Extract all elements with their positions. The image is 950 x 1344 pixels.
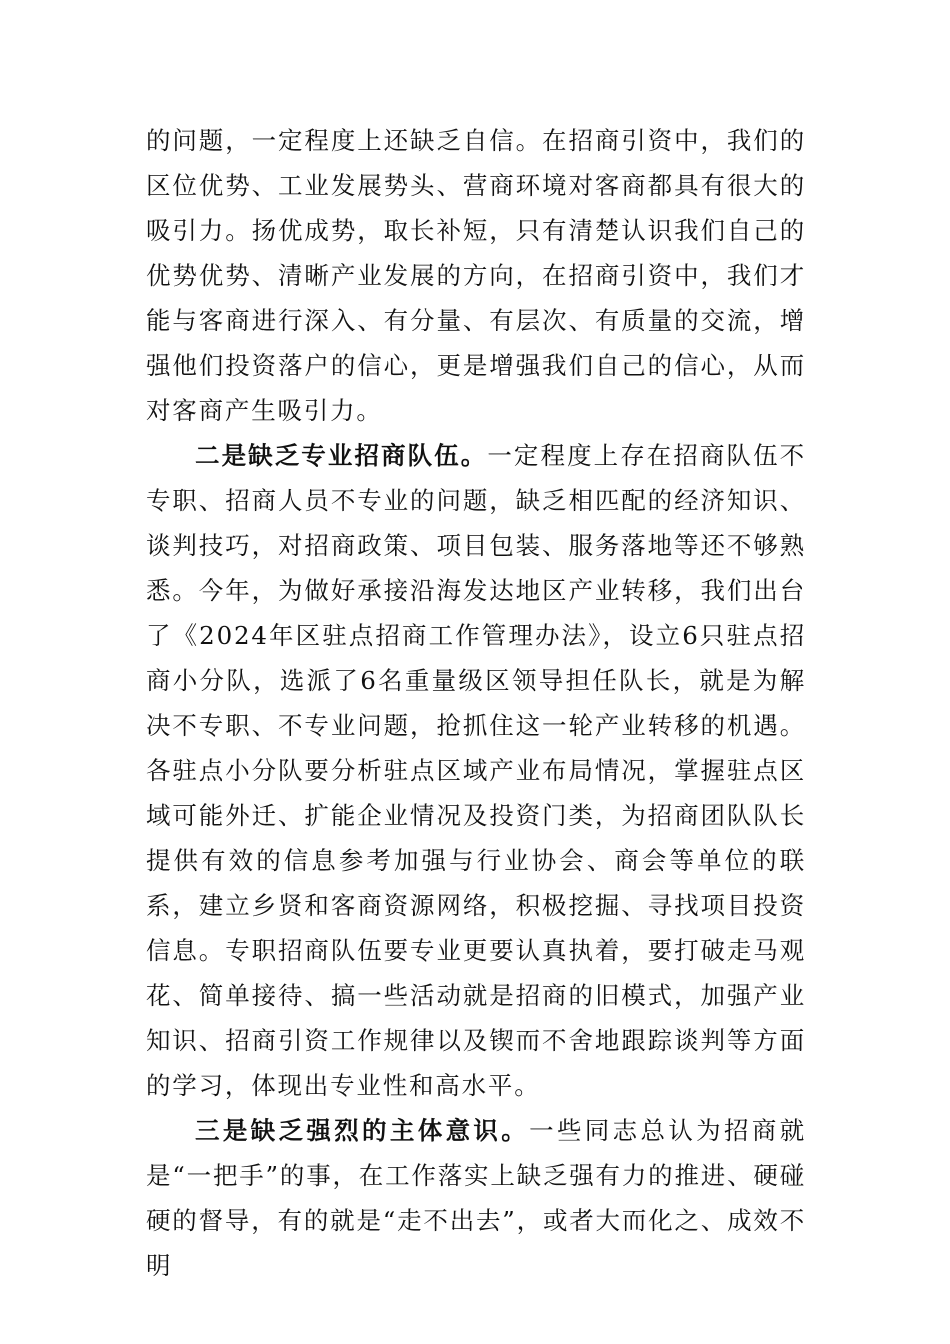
paragraph-2-text: 一定程度上存在招商队伍不专职、招商人员不专业的问题，缺乏相匹配的经济知识、谈判技巧，对招商政策、项目包装、服务落地等还不够熟悉。今年，为做好承接沿海发达地区产业转移，我们出台了《2024年区驻点招商工作管理办法》，设立6只驻点招商小分队，选派了6名重量级区领导担任队长，就是为解决不专职、不专业问题，抢抓住这一轮产业转移的机遇。各驻点小分队要分析驻点区域产业布局情况，掌握驻点区域可能外迁、扩能企业情况及投资门类，为招商团队队长提供有效的信息参考加强与行业协会、商会等单位的联系，建立乡贤和客商资源网络，积极挖掘、寻找项目投资信息。专职招商队伍要专业更要认真执着，要打破走马观花、简单接待、搞一些活动就是招商的旧模式，加强产业知识、招商引资工作规律以及锲而不舍地跟踪谈判等方面的学习，体现出专业性和高水平。 (146, 441, 806, 1100)
paragraph-3-heading: 三是缺乏强烈的主体意识。 (195, 1116, 530, 1145)
paragraph-2 (146, 433, 806, 1108)
paragraph-3 (146, 1108, 806, 1288)
paragraph-3-text: 一些同志总认为招商就是“一把手”的事，在工作落实上缺乏强有力的推进、硬碰硬的督导，有的就是“走不出去”，或者大而化之、成效不明 (146, 1116, 806, 1280)
document-body (146, 118, 806, 1288)
paragraph-1 (146, 118, 806, 433)
paragraph-1-text: 的问题，一定程度上还缺乏自信。在招商引资中，我们的区位优势、工业发展势头、营商环境对客商都具有很大的吸引力。扬优成势，取长补短，只有清楚认识我们自己的优势优势、清晰产业发展的方向，在招商引资中，我们才能与客商进行深入、有分量、有层次、有质量的交流，增强他们投资落户的信心，更是增强我们自己的信心，从而对客商产生吸引力。 (146, 126, 806, 425)
paragraph-2-heading: 二是缺乏专业招商队伍。 (195, 441, 488, 470)
